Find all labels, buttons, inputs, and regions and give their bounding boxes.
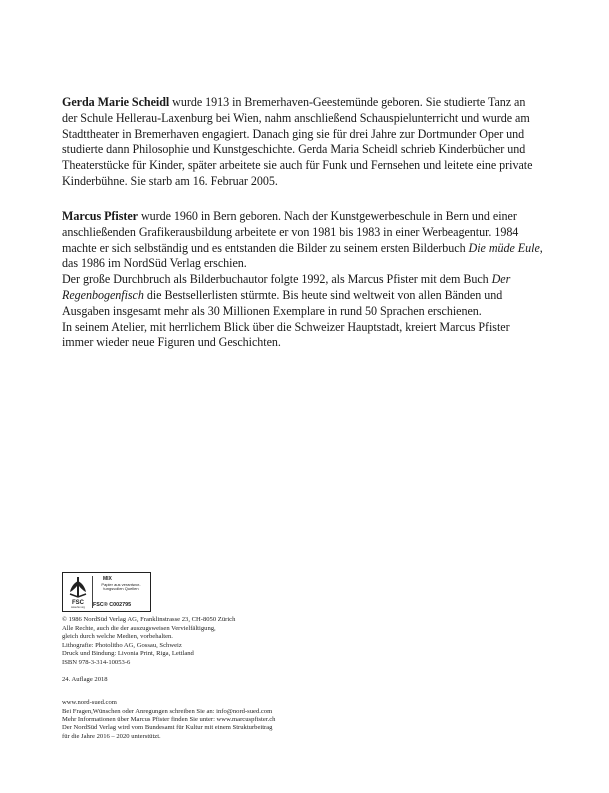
imprint-line: Druck und Bindung: Livonia Print, Riga, Lettland	[62, 650, 194, 658]
imprint-line: Alle Rechte, auch die der auszugsweisen Vervielfältigung,	[62, 624, 216, 632]
bio-line: wurde 1913 in Bremerhaven-Geestemünde geboren. Sie studierte Tanz an	[169, 95, 526, 109]
bio-line: wurde 1960 in Bern geboren. Nach der Kunstgewerbeschule in Bern und einer	[137, 209, 517, 223]
bio-line: die Bestsellerlisten stürmte. Bis heute sind weltweit von allen Bänden und	[143, 287, 503, 302]
imprint-line: für die Jahre 2016 – 2020 unterstützt.	[62, 732, 161, 740]
author-bio-scheidl	[62, 95, 562, 190]
imprint-line: Der NordSüd Verlag wird vom Bundesamt für Kultur mit einem Strukturbeitrag	[62, 724, 273, 731]
imprint-line: © 1986 NordSüd Verlag AG, Franklinstrasse 23, CH-8050 Zürich	[62, 616, 236, 623]
bio-line: Der große Durchbruch als Bilderbuchautor folgte 1992, als Marcus Pfister mit dem Buch	[62, 272, 492, 287]
fsc-tree-logo-icon	[66, 575, 90, 609]
book-title: Die müde Eule	[468, 240, 540, 255]
fsc-sub: Papier aus verantwor- tungsvollen Quellen	[101, 582, 141, 592]
imprint-line: www.nord-sued.com	[62, 699, 117, 706]
imprint-line: Lithografie: Photolitho AG, Gossau, Schweiz	[62, 641, 182, 649]
bio-line: In seinem Atelier, mit herrlichem Blick über die Schweizer Hauptstadt, kreiert Marcus Pfister	[62, 319, 510, 334]
fsc-mix: MIX	[103, 576, 112, 582]
bio-line: studierte dann Philosophie und Kunstgeschichte. Gerda Maria Scheidl schrieb Kinderbücher und	[62, 142, 526, 157]
bio-line: immer wieder neue Figuren und Geschichten.	[62, 335, 281, 350]
fsc-label	[62, 572, 151, 612]
bio-line: Ausgaben insgesamt mehr als 30 Millionen Exemplare in rund 50 Sprachen erschienen.	[62, 303, 482, 318]
book-title: Der	[491, 272, 511, 287]
fsc-url: www.fsc.org	[71, 606, 85, 609]
bio-line: Kinderbühne. Sie starb am 16. Februar 2005.	[62, 173, 278, 188]
imprint-line: 24. Auflage 2018	[62, 676, 108, 683]
imprint-line: Bei Fragen,Wünschen oder Anregungen schreiben Sie an: info@nord-sued.com	[62, 707, 273, 715]
bio-line: anschließenden Grafikerausbildung arbeitete er von 1981 bis 1983 in einer Werbeagentur. 1984	[62, 224, 519, 239]
bio-line: Theaterstücke für Kinder, später arbeitete sie auch für Funk und Fernsehen und leitete eine private	[62, 158, 533, 173]
imprint-line: ISBN 978-3-314-10053-6	[62, 658, 131, 666]
author-name: Marcus Pfister	[62, 209, 138, 223]
imprint-block-copyright	[62, 616, 362, 668]
fsc-code: FSC® C002795	[93, 602, 132, 608]
imprint-line: gleich durch welche Medien, vorbehalten.	[62, 633, 173, 641]
bio-paragraph	[62, 209, 562, 351]
author-bio-pfister	[62, 209, 562, 351]
bio-line: Stadttheater in Bremerhaven engagiert. Danach ging sie für drei Jahre zur Dortmunder Oper und	[62, 126, 525, 141]
bio-line: der Schule Hellerau-Laxenburg bei Wien, nahm anschließend Schauspielunterricht und wurde am	[62, 110, 530, 125]
bio-line: machte er sich selbständig und es entstanden die Bilder zu seinem ersten Bilderbuch	[62, 240, 469, 255]
imprint-block-contact	[62, 699, 362, 725]
author-name: Gerda Marie Scheidl	[62, 95, 170, 109]
fsc-brand: FSC	[72, 600, 84, 606]
book-title: Regenbogenfisch	[62, 287, 144, 302]
imprint-block-funding	[62, 724, 362, 741]
imprint-edition	[62, 676, 362, 685]
imprint-line: Mehr Informationen über Marcus Pfister finden Sie unter: www.marcuspfister.ch	[62, 716, 276, 724]
bio-line: das 1986 im NordSüd Verlag erschien.	[62, 256, 247, 271]
bio-paragraph	[62, 95, 562, 190]
bio-line: ,	[539, 240, 543, 255]
